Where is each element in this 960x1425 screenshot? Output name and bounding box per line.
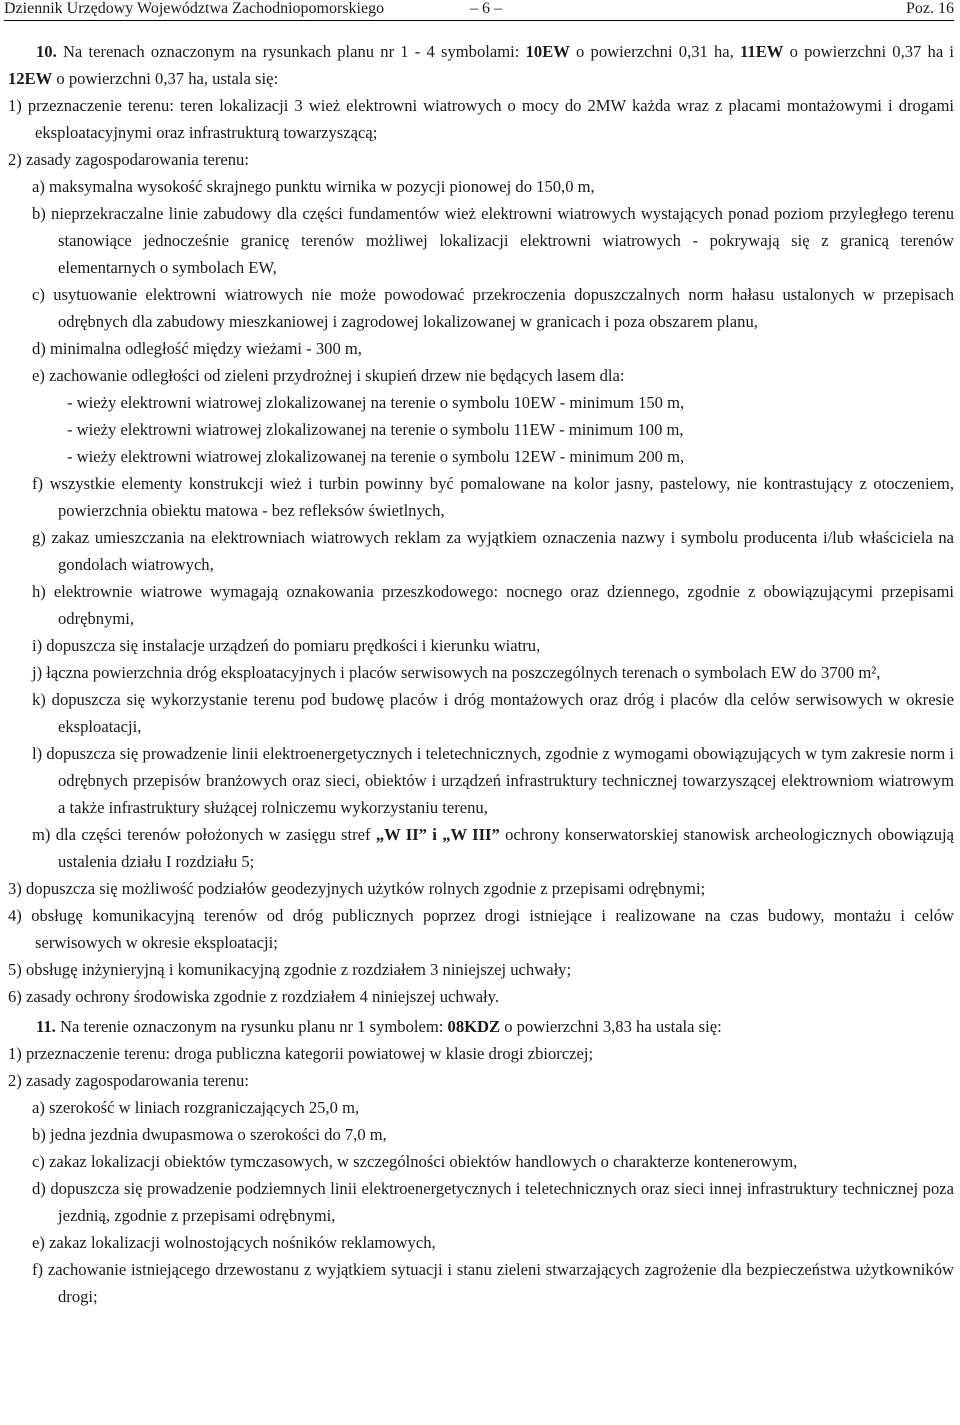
section-10-item-2f: f) wszystkie elementy konstrukcji wież i turbin powinny być pomalowane na kolor jasny, pastelowy, nie kontrastujący z otoczeniem, powierzchnia obiektu matowa - bez refleksów świetlnych, (32, 474, 954, 520)
section-10-item-2a: a) maksymalna wysokość skrajnego punktu wirnika w pozycji pionowej do 150,0 m, (32, 177, 595, 196)
section-10-item-2e: e) zachowanie odległości od zieleni przydrożnej i skupień drzew nie będących lasem dla: (32, 366, 625, 385)
section-10-item-1: 1) przeznaczenie terenu: teren lokalizacji 3 wież elektrowni wiatrowych o mocy do 2MW każda wraz z placami montażowymi i drogami eksploatacyjnymi oraz infrastrukturą towarzyszącą; (8, 96, 954, 142)
section-10-intro-text-d: o powierzchni 0,37 ha, ustala się: (52, 69, 279, 88)
section-10-item-2j: j) łączna powierzchnia dróg eksploatacyjnych i placów serwisowych na poszczególnych terenach o symbolach EW do 3700 m², (32, 663, 881, 682)
section-10-item-2: 2) zasady zagospodarowania terenu: (8, 150, 249, 169)
section-10-item-2g: g) zakaz umieszczania na elektrowniach wiatrowych reklam za wyjątkiem oznaczenia nazwy i symbolu producenta i/lub właściciela na gondolach wiatrowych, (32, 528, 954, 574)
section-10-item-2h: h) elektrownie wiatrowe wymagają oznakowania przeszkodowego: nocnego oraz dziennego, zgodnie z obowiązującymi przepisami odrębnymi, (32, 582, 954, 628)
section-10-item-2e-dash-3: - wieży elektrowni wiatrowej zlokalizowanej na terenie o symbolu 12EW - minimum 200 m, (67, 447, 685, 466)
section-10-intro-text-a: Na terenach oznaczonym na rysunkach planu nr 1 - 4 symbolami: (56, 42, 526, 61)
section-11-item-2a: a) szerokość w liniach rozgraniczających 25,0 m, (32, 1098, 360, 1117)
item-2m-text-c: ochrony konserwatorskiej stanowisk archeologicznych obowiązują ustalenia działu I rozdziału 5; (58, 825, 954, 871)
section-11-intro-text-a: Na terenie oznaczonym na rysunku planu nr 1 symbolem: (55, 1017, 448, 1036)
section-11-item-2: 2) zasady zagospodarowania terenu: (8, 1071, 249, 1090)
section-10-intro-text-b: o powierzchni 0,31 ha, (569, 42, 741, 61)
section-10-item-2c: c) usytuowanie elektrowni wiatrowych nie może powodować przekroczenia dopuszczalnych norm hałasu ustalonych w przepisach odrębnych dla zabudowy mieszkaniowej i zagrodowej lokalizowanej w granicach i poza obszarem planu, (32, 285, 954, 331)
zone-names: „W II” i „W III” (375, 825, 500, 844)
symbol-08kdz: 08KDZ (447, 1017, 501, 1036)
section-11-item-2c: c) zakaz lokalizacji obiektów tymczasowych, w szczególności obiektów handlowych o charakterze kontenerowym, (32, 1152, 798, 1171)
section-10-item-2e-dash-1: - wieży elektrowni wiatrowej zlokalizowanej na terenie o symbolu 10EW - minimum 150 m, (67, 393, 685, 412)
section-10-item-2e-dash-2: - wieży elektrowni wiatrowej zlokalizowanej na terenie o symbolu 11EW - minimum 100 m, (67, 420, 684, 439)
section-11-item-2f: f) zachowanie istniejącego drzewostanu z wyjątkiem sytuacji i stanu zieleni stwarzających zagrożenie dla bezpieczeństwa użytkowników drogi; (32, 1260, 954, 1306)
section-11-item-2b: b) jedna jezdnia dwupasmowa o szerokości do 7,0 m, (32, 1125, 387, 1144)
section-11-item-1: 1) przeznaczenie terenu: droga publiczna kategorii powiatowej w klasie drogi zbiorczej; (8, 1044, 594, 1063)
section-10-item-3: 3) dopuszcza się możliwość podziałów geodezyjnych użytków rolnych zgodnie z przepisami odrębnymi; (8, 879, 706, 898)
section-10-item-2l: l) dopuszcza się prowadzenie linii elektroenergetycznych i teletechnicznych, zgodnie z wymogami obowiązujących w tym zakresie norm i odrębnych przepisów branżowych oraz sieci, obiektów i urządzeń infrastruktury technicznej towarzyszącej elektrowniom wiatrowym a także infrastruktury służącej rolniczemu wykorzystaniu terenu, (32, 744, 954, 817)
section-10-intro (8, 38, 954, 92)
page-number: – 6 – (470, 0, 502, 17)
document-body (8, 38, 954, 1310)
header-divider (4, 20, 954, 21)
page-header (4, 0, 954, 22)
symbol-12ew: 12EW (8, 69, 53, 88)
section-11-intro-text-b: o powierzchni 3,83 ha ustala się: (500, 1017, 722, 1036)
section-10-intro-text-c: o powierzchni 0,37 ha i (783, 42, 955, 61)
section-10-item-2k: k) dopuszcza się wykorzystanie terenu pod budowę placów i dróg montażowych oraz dróg i placów dla celów serwisowych w okresie eksploatacji, (32, 690, 954, 736)
section-11-item-2e: e) zakaz lokalizacji wolnostojących nośników reklamowych, (32, 1233, 436, 1252)
position-number: Poz. 16 (906, 0, 954, 17)
section-10-item-2b: b) nieprzekraczalne linie zabudowy dla części fundamentów wież elektrowni wiatrowych wystających ponad poziom przyległego terenu stanowiące jednocześnie granicę terenów możliwej lokalizacji elektrowni wiatrowych - pokrywają się z granicą terenów elementarnych o symbolach EW, (32, 204, 954, 277)
section-10-item-5: 5) obsługę inżynieryjną i komunikacyjną zgodnie z rozdziałem 3 niniejszej uchwały; (8, 960, 572, 979)
section-11-item-2d: d) dopuszcza się prowadzenie podziemnych linii elektroenergetycznych i teletechnicznych oraz sieci innej infrastruktury technicznej poza jezdnią, zgodnie z przepisami odrębnymi, (32, 1179, 954, 1225)
section-10-number: 10. (36, 42, 57, 61)
section-10-item-2d: d) minimalna odległość między wieżami - 300 m, (32, 339, 362, 358)
section-10-item-6: 6) zasady ochrony środowiska zgodnie z rozdziałem 4 niniejszej uchwały. (8, 987, 500, 1006)
item-2m-text-a: m) dla części terenów położonych w zasięgu stref (32, 825, 376, 844)
section-11-intro (8, 1013, 954, 1040)
section-11-number: 11. (36, 1017, 56, 1036)
section-10-item-2i: i) dopuszcza się instalacje urządzeń do pomiaru prędkości i kierunku wiatru, (32, 636, 541, 655)
section-10-item-4: 4) obsługę komunikacyjną terenów od dróg publicznych poprzez drogi istniejące i realizowane na czas budowy, montażu i celów serwisowych w okresie eksploatacji; (8, 906, 954, 952)
symbol-10ew: 10EW (525, 42, 570, 61)
section-10-item-2m (8, 821, 954, 875)
journal-title: Dziennik Urzędowy Województwa Zachodniopomorskiego (4, 0, 385, 17)
symbol-11ew: 11EW (740, 42, 784, 61)
